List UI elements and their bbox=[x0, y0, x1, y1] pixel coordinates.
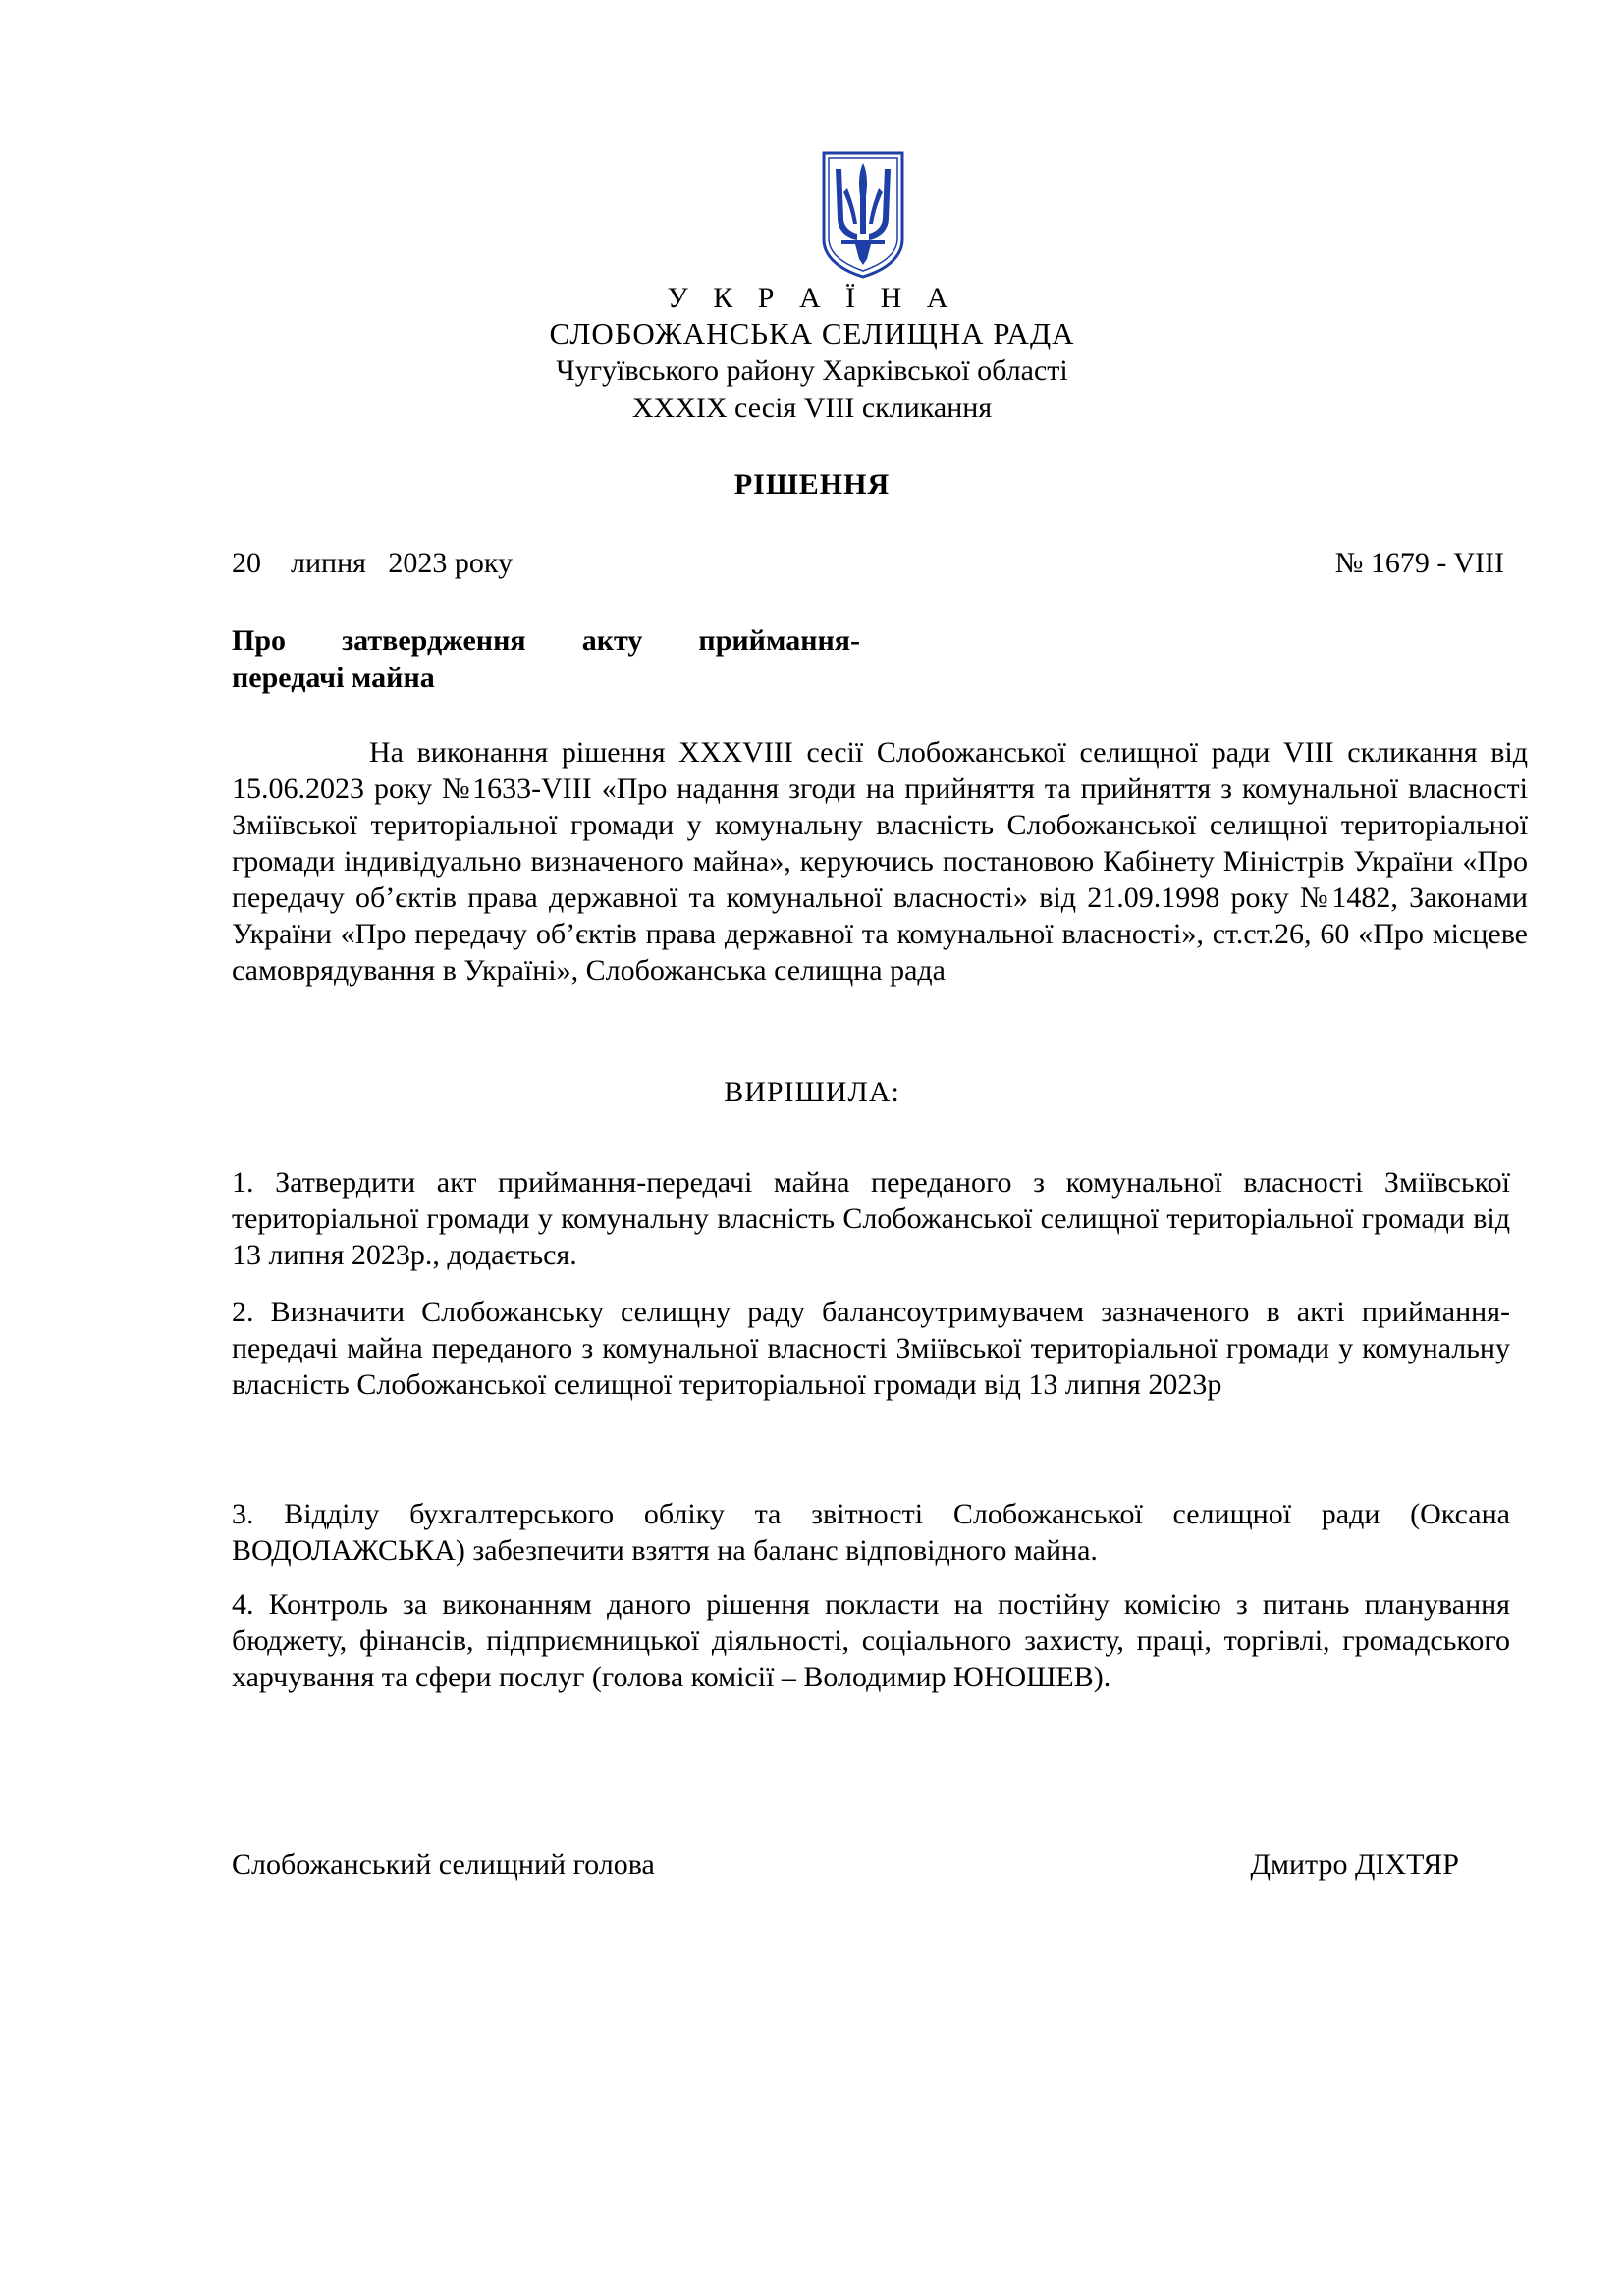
decision-date: 20 липня 2023 року bbox=[232, 547, 514, 579]
council-name: СЛОБОЖАНСЬКА СЕЛИЩНА РАДА bbox=[549, 316, 1075, 350]
resolved-heading: ВИРІШИЛА: bbox=[724, 1076, 900, 1108]
date-number-row bbox=[232, 544, 1504, 583]
resolution-item-4: 4. Контроль за виконанням даного рішення покласти на постійну комісію з питань планування бюджету, фінансів, підприємницької діяльності, соціального захисту, праці, торгівлі, громадського харчування та сфери послуг (голова комісії – Володимир ЮНОШЕВ). bbox=[232, 1588, 1510, 1693]
subject-line-2: передачі майна bbox=[232, 662, 435, 694]
decision-number: № 1679 - VIII bbox=[1334, 547, 1504, 579]
session-info: XXXIX сесія VIII скликання bbox=[631, 392, 993, 424]
preamble-paragraph: На виконання рішення XXXVIII сесії Слобожанської селищної ради VIII скликання від 15.06.2023 року №1633-VIII «Про надання згоди на прийняття та прийняття з комунальної власності Зміївської територіальної громади у комунальну власність Слобожанської селищної територіальної громади індивідуально визначеного майна», керуючись постановою Кабінету Міністрів України «Про передачу об’єктів права державної та комунальної власності» від 21.09.1998 року №1482, Законами України «Про передачу об’єктів права державної та комунальної власності», ст.ст.26, 60 «Про місцеве самоврядування в Україні», Слобожанська селищна рада bbox=[232, 736, 1528, 987]
resolution-item-1: 1. Затвердити акт приймання-передачі майна переданого з комунальної власності Зміївської територіальної громади у комунальну власність Слобожанської селищної територіальної громади від 13 липня 2023р., додається. bbox=[232, 1166, 1510, 1271]
signature-block bbox=[232, 1845, 1459, 1885]
document-type-heading: РІШЕННЯ bbox=[733, 468, 891, 501]
country-name: У К Р А Ї Н А bbox=[667, 282, 957, 314]
subject-line-1: Про затвердження акту приймання- bbox=[232, 624, 860, 657]
resolution-item-3: 3. Відділу бухгалтерського обліку та звітності Слобожанської селищної ради (Оксана ВОДОЛАЖСЬКА) забезпечити взяття на баланс відповідного майна. bbox=[232, 1498, 1510, 1567]
decision-subject bbox=[232, 622, 860, 697]
signatory-position: Слобожанський селищний голова bbox=[232, 1848, 655, 1881]
tryzub-coat-of-arms-icon bbox=[818, 149, 908, 279]
signatory-name: Дмитро ДІХТЯР bbox=[1250, 1848, 1459, 1881]
district-name: Чугуївського району Харківської області bbox=[556, 354, 1068, 387]
resolution-item-2: 2. Визначити Слобожанську селищну раду балансоутримувачем зазначеного в акті приймання-передачі майна переданого з комунальної власності Зміївської територіальної громади у комунальну власність Слобожанської селищної територіальної громади від 13 липня 2023р bbox=[232, 1296, 1510, 1401]
